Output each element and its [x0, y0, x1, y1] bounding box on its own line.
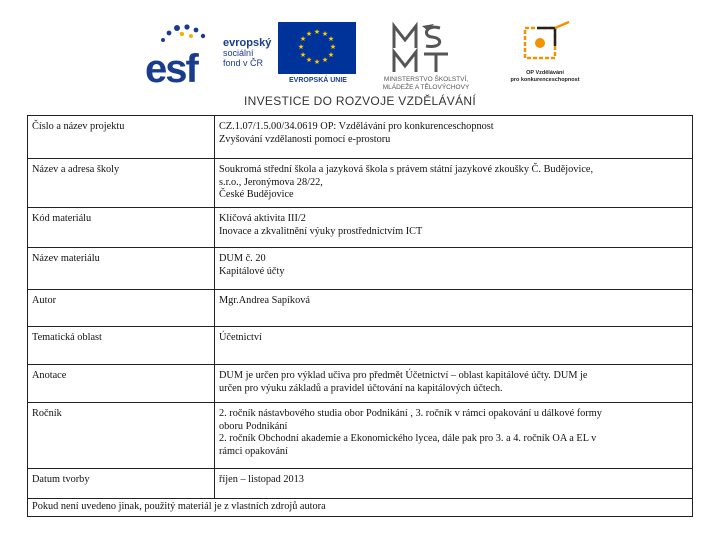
table-footer-row	[28, 499, 693, 517]
value-line: Inovace a zkvalitnění výuky prostřednictvím ICT	[219, 225, 423, 237]
value-line: 2. ročník Obchodní akademie a Ekonomického lycea, dále pak pro 3. a 4. ročník OA a EL v	[219, 433, 597, 444]
svg-text:★: ★	[313, 58, 321, 66]
row-value	[215, 116, 693, 159]
value-line: říjen – listopad 2013	[219, 474, 304, 485]
table-row	[28, 159, 693, 208]
value-line: Kapitálové účty	[219, 265, 285, 277]
row-label: Tematická oblast	[28, 327, 215, 365]
value-line: rámci opakování	[219, 445, 288, 457]
msmt-logo	[356, 22, 496, 92]
row-label: Číslo a název projektu	[28, 116, 215, 159]
msmt-line1: MINISTERSTVO ŠKOLSTVÍ,	[383, 76, 469, 83]
investice-banner: INVESTICE DO ROZVOJE VZDĚLÁVÁNÍ	[243, 94, 476, 108]
svg-text:★: ★	[327, 35, 335, 43]
row-label: Kód materiálu	[28, 208, 215, 248]
value-line: Soukromá střední škola a jazyková škola s právem státní jazykové zkoušky Č. Budějovice,	[219, 164, 594, 175]
msmt-emblem	[390, 22, 452, 76]
eu-logo	[278, 22, 358, 84]
esf-line1: evropský	[223, 37, 272, 49]
row-value	[215, 327, 693, 365]
project-info-table	[27, 115, 693, 517]
row-value	[215, 248, 693, 290]
value-line: Mgr.Andrea Sapíková	[219, 295, 310, 306]
value-line: s.r.o., Jeronýmova 28/22,	[219, 176, 323, 188]
svg-text:★: ★	[305, 56, 313, 64]
row-value	[215, 403, 693, 469]
row-label: Anotace	[28, 365, 215, 403]
value-line: 2. ročník nástavbového studia obor Podnikání , 3. ročník v rámci opakování u dálkové formy	[219, 408, 602, 419]
svg-text:★: ★	[327, 51, 335, 59]
svg-text:★: ★	[299, 51, 307, 59]
row-value	[215, 469, 693, 499]
value-line: CZ.1.07/1.5.00/34.0619 OP: Vzdělávání pro konkurenceschopnost	[219, 121, 494, 132]
row-value	[215, 365, 693, 403]
value-line: České Budějovice	[219, 189, 294, 200]
table-row	[28, 327, 693, 365]
esf-emblem	[143, 20, 223, 90]
op-logo	[505, 20, 585, 84]
op-emblem	[515, 20, 575, 70]
row-label: Název a adresa školy	[28, 159, 215, 208]
svg-text:★: ★	[305, 30, 313, 38]
svg-text:★: ★	[329, 43, 337, 51]
row-label: Autor	[28, 290, 215, 327]
svg-text:esf: esf	[145, 47, 197, 90]
row-value	[215, 290, 693, 327]
value-line: DUM je určen pro výklad učiva pro předmět Účetnictví – oblast kapitálové účty. DUM je	[219, 370, 588, 381]
svg-text:★: ★	[313, 28, 321, 36]
value-line: určen pro výuku základů a pravidel účtování na kapitálových účtech.	[219, 382, 503, 394]
footer-note: Pokud není uvedeno jinak, použitý materiál je z vlastních zdrojů autora	[28, 499, 693, 517]
value-line: Účetnictví	[219, 332, 262, 343]
op-line1: OP Vzdělávání	[526, 70, 564, 76]
row-label: Datum tvorby	[28, 469, 215, 499]
value-line: oboru Podnikání	[219, 420, 288, 432]
table-row	[28, 290, 693, 327]
svg-text:★: ★	[299, 35, 307, 43]
svg-text:★: ★	[321, 30, 329, 38]
esf-line2: sociální	[223, 48, 254, 58]
eu-flag-icon	[278, 22, 356, 74]
value-line: Klíčová aktivita III/2	[219, 213, 306, 224]
table-row	[28, 208, 693, 248]
table-row	[28, 365, 693, 403]
op-line2: pro konkurenceschopnost	[510, 77, 580, 83]
esf-line3: fond v ČR	[223, 58, 264, 68]
msmt-line2: MLÁDEŽE A TĚLOVÝCHOVY	[382, 84, 470, 91]
row-label: Ročník	[28, 403, 215, 469]
table-row	[28, 403, 693, 469]
table-row	[28, 248, 693, 290]
row-label: Název materiálu	[28, 248, 215, 290]
op-caption	[505, 70, 585, 84]
svg-text:★: ★	[297, 43, 305, 51]
value-line: DUM č. 20	[219, 253, 266, 264]
table-row	[28, 116, 693, 159]
value-line: Zvyšování vzdělanosti pomocí e-prostoru	[219, 133, 391, 145]
eu-caption: EVROPSKÁ UNIE	[289, 77, 347, 84]
logo-header	[0, 0, 720, 114]
svg-text:★: ★	[321, 56, 329, 64]
msmt-caption	[356, 76, 496, 92]
table-row	[28, 469, 693, 499]
row-value	[215, 208, 693, 248]
table-body	[28, 116, 693, 499]
row-value	[215, 159, 693, 208]
